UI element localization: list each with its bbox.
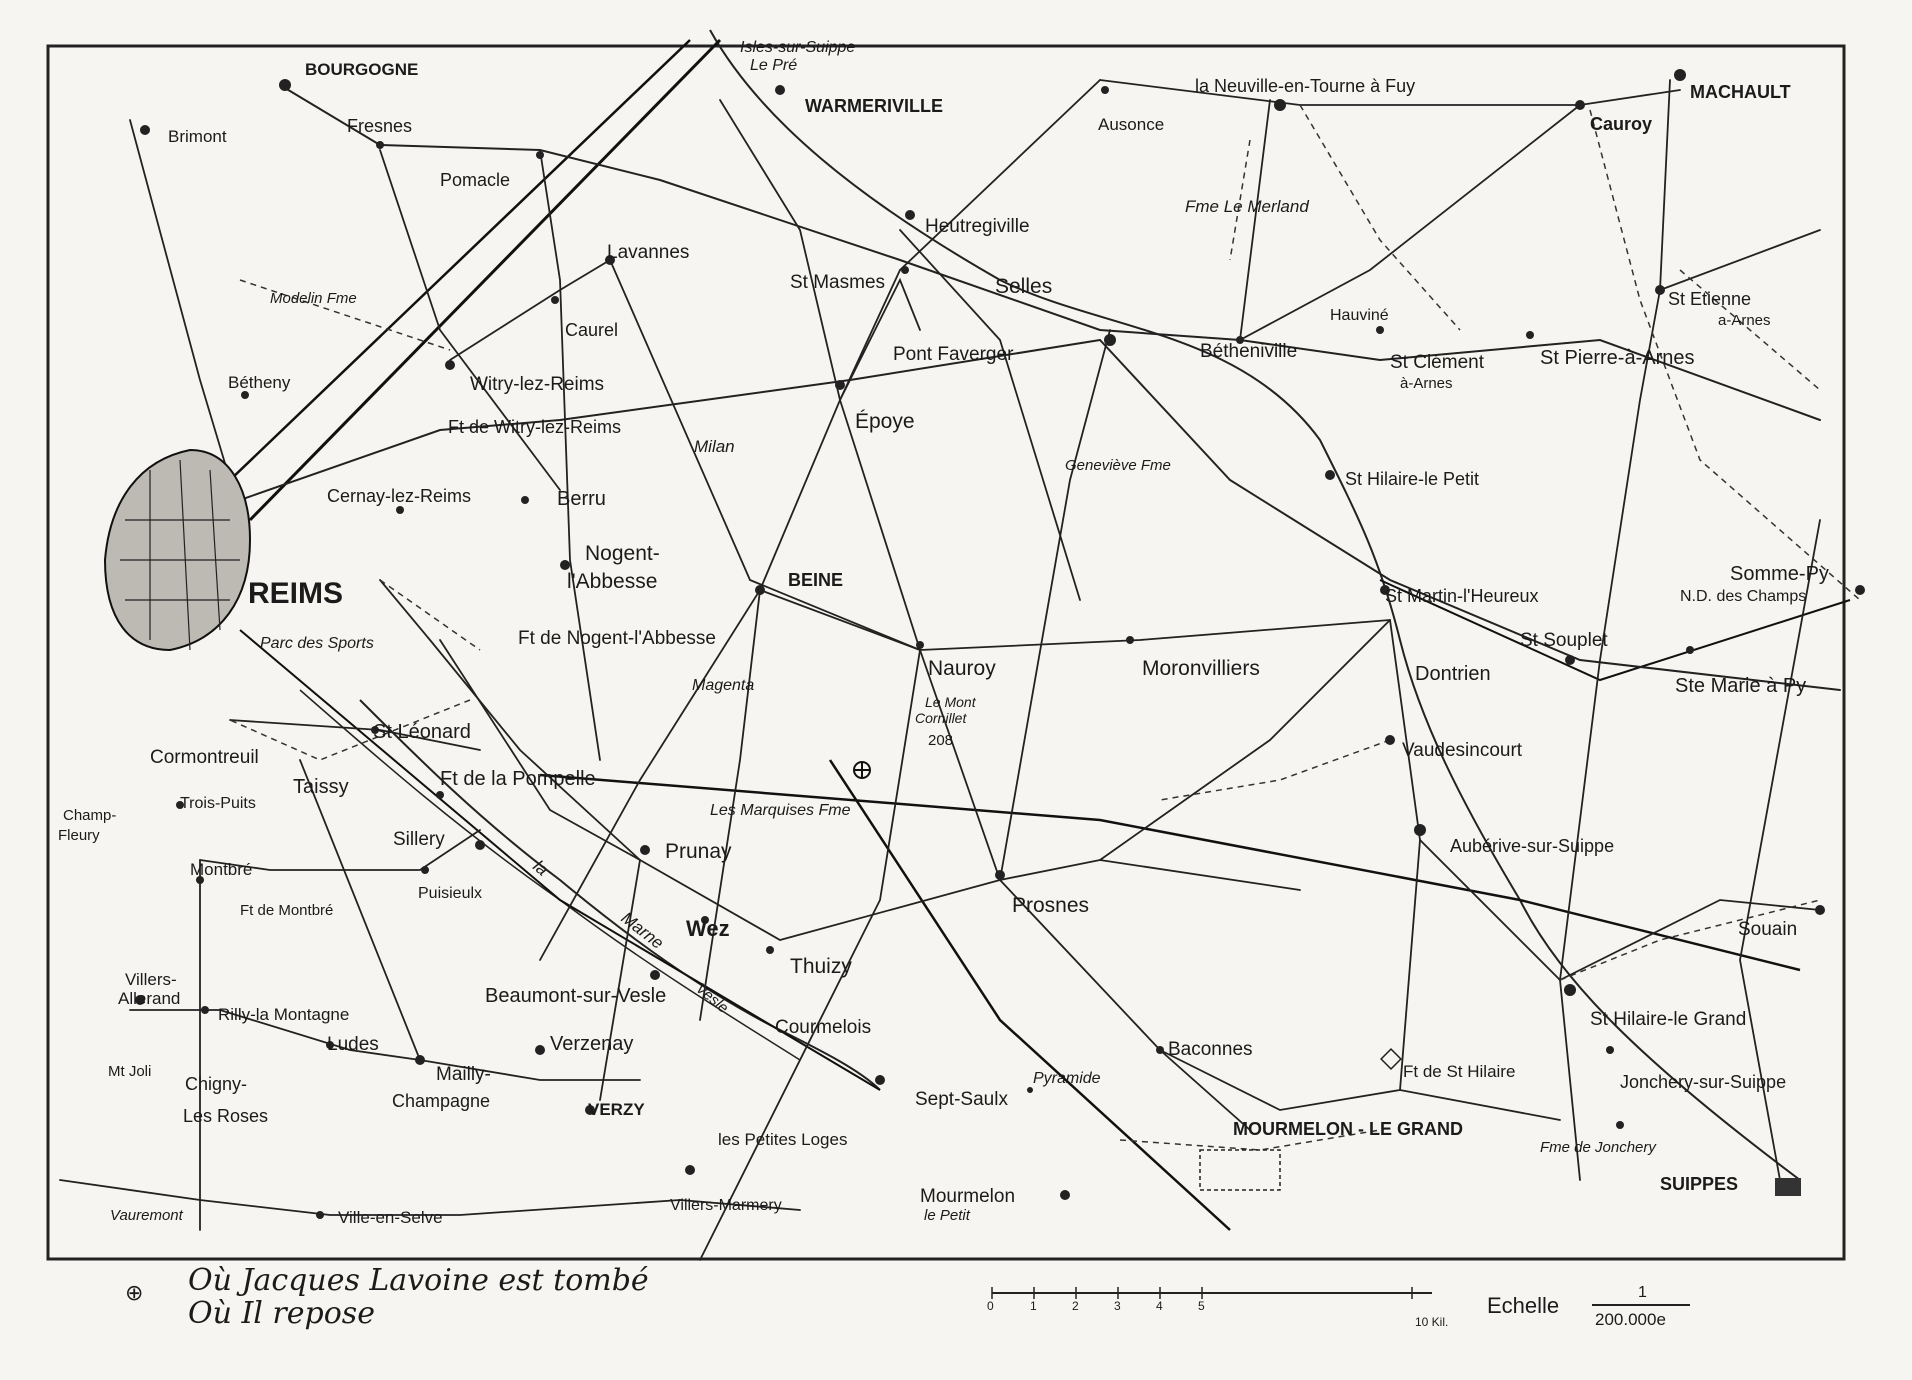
label-machault: MACHAULT <box>1690 82 1791 102</box>
label-baconnes: Baconnes <box>1168 1039 1253 1060</box>
railway-4 <box>830 760 1230 1230</box>
label-mt-joli: Mt Joli <box>108 1063 152 1080</box>
label-mont-cornillet-3: 208 <box>928 732 954 749</box>
label-vesle: Vesle <box>692 980 732 1017</box>
label-nogent: Nogent- <box>585 542 660 565</box>
label-witry: Witry-lez-Reims <box>470 374 605 395</box>
label-berru: Berru <box>557 488 606 510</box>
label-ft-nogent: Ft de Nogent-l'Abbesse <box>518 628 716 649</box>
label-ft-st-hilaire: Ft de St Hilaire <box>1403 1062 1516 1081</box>
label-st-hilaire-grand: St Hilaire-le Grand <box>1590 1009 1747 1030</box>
label-cernay: Cernay-lez-Reims <box>327 486 472 506</box>
label-mailly-2: Champagne <box>392 1091 491 1111</box>
label-verzenay: Verzenay <box>550 1033 634 1055</box>
label-st-clement-2: à-Arnes <box>1400 375 1453 392</box>
label-sillery: Sillery <box>393 829 445 850</box>
map-legend <box>125 1263 649 1331</box>
label-chigny-2: Les Roses <box>183 1106 269 1126</box>
scale-label: Echelle <box>1487 1293 1560 1318</box>
label-thuizy: Thuizy <box>790 955 852 978</box>
scale-tick-3: 3 <box>1114 1299 1121 1313</box>
label-betheny: Bétheny <box>228 373 291 392</box>
scale-denominator: 200.000e <box>1595 1310 1666 1329</box>
label-suippes: SUIPPES <box>1660 1174 1739 1194</box>
label-champ-fleury: Champ- <box>63 807 117 824</box>
label-petites-loges: les Petites Loges <box>718 1130 848 1149</box>
label-mourmelon-petit-2: le Petit <box>924 1207 970 1224</box>
label-st-hilaire-petit: St Hilaire-le Petit <box>1345 469 1480 489</box>
label-ft-witry: Ft de Witry-lez-Reims <box>448 417 622 437</box>
label-mailly: Mailly- <box>436 1064 491 1085</box>
legend-line-1: Où Jacques Lavoine est tombé <box>188 1263 649 1298</box>
label-ausonce: Ausonce <box>1098 115 1165 134</box>
label-modelin: Modelin Fme <box>270 290 357 307</box>
scale-numerator: 1 <box>1638 1284 1647 1301</box>
label-magenta: Magenta <box>692 677 755 694</box>
label-epoye: Époye <box>855 410 915 433</box>
label-puisieulx: Puisieulx <box>418 885 483 902</box>
label-la-marne: la <box>529 856 552 880</box>
legend-symbol: ⊕ <box>125 1281 144 1306</box>
label-lavannes: Lavannes <box>607 242 690 263</box>
label-villers-marmery: Villers-Marmery <box>670 1197 782 1214</box>
label-betheniville: Bétheniville <box>1200 341 1298 362</box>
label-pyramide: Pyramide <box>1033 1070 1101 1087</box>
label-parc-sports: Parc des Sports <box>260 635 374 652</box>
label-cauroy: Cauroy <box>1590 114 1653 134</box>
label-taissy: Taissy <box>293 776 349 798</box>
label-vaudesincourt: Vaudesincourt <box>1402 740 1523 761</box>
label-auberive: Aubérive-sur-Suippe <box>1450 836 1615 856</box>
label-mourmelon-grand: MOURMELON - LE GRAND <box>1233 1119 1463 1139</box>
ft-st-hilaire-mark <box>1381 1049 1401 1069</box>
label-bourgogne: BOURGOGNE <box>305 60 419 79</box>
label-st-martin: St Martin-l'Heureux <box>1385 586 1539 606</box>
label-warmeriville: WARMERIVILLE <box>805 96 943 116</box>
label-fme-jonchery: Fme de Jonchery <box>1540 1139 1656 1156</box>
label-cormontreuil: Cormontreuil <box>150 747 259 768</box>
label-mont-cornillet: Le Mont <box>925 694 976 710</box>
label-moronvilliers: Moronvilliers <box>1142 657 1260 680</box>
scale-tick-2: 2 <box>1072 1299 1079 1313</box>
label-st-pierre: St Pierre-à-Arnes <box>1540 347 1695 369</box>
label-caurel: Caurel <box>565 320 619 340</box>
label-dontrien: Dontrien <box>1415 663 1491 685</box>
scale-tick-1: 1 <box>1030 1299 1037 1313</box>
label-heutregiville: Heutregiville <box>925 216 1030 237</box>
label-wez: Wez <box>686 916 730 941</box>
legend-line-2: Où Il repose <box>188 1296 375 1331</box>
label-st-etienne: St Etienne <box>1668 289 1752 309</box>
label-nogent-2: l'Abbesse <box>567 570 658 593</box>
place-labels <box>58 39 1829 1227</box>
label-souain: Souain <box>1738 919 1798 940</box>
label-vauremont: Vauremont <box>110 1207 183 1224</box>
railway-1 <box>250 40 720 520</box>
label-hauvine: Hauviné <box>1330 307 1389 324</box>
label-st-clement: St Clément <box>1390 352 1484 373</box>
label-nd-champs: N.D. des Champs <box>1680 588 1807 605</box>
label-marne: Marne <box>617 908 668 953</box>
label-ville-en-selve: Ville-en-Selve <box>338 1208 443 1227</box>
label-champ-fleury-2: Fleury <box>58 827 100 844</box>
scale-tick-5: 5 <box>1198 1299 1205 1313</box>
reims-city <box>105 450 250 650</box>
label-fresnes: Fresnes <box>347 116 413 136</box>
label-selles: Selles <box>995 275 1053 298</box>
label-genevieve: Geneviève Fme <box>1065 457 1171 474</box>
scale-tick-4: 4 <box>1156 1299 1163 1313</box>
label-beaumont: Beaumont-sur-Vesle <box>485 985 667 1007</box>
label-mourmelon-petit: Mourmelon <box>920 1186 1016 1207</box>
label-verzy: VERZY <box>588 1100 645 1119</box>
label-marquises: Les Marquises Fme <box>710 802 851 819</box>
label-milan: Milan <box>694 437 735 456</box>
label-courmelois: Courmelois <box>775 1017 872 1038</box>
label-jonchery: Jonchery-sur-Suippe <box>1620 1072 1787 1092</box>
label-villers-allerand: Villers- <box>125 970 177 989</box>
label-montbre: Montbré <box>190 860 253 879</box>
label-pomacle: Pomacle <box>440 170 511 190</box>
label-st-souplet: St Souplet <box>1520 630 1608 651</box>
label-nauroy: Nauroy <box>928 657 996 680</box>
scale-bar <box>987 1284 1690 1329</box>
label-sept-saulx: Sept-Saulx <box>915 1089 1008 1110</box>
label-le-pre: Le Pré <box>750 57 798 74</box>
scale-tick-10: 10 Kil. <box>1415 1315 1449 1329</box>
suippes-town <box>1775 1178 1801 1196</box>
label-ste-marie: Ste Marie à Py <box>1675 675 1807 697</box>
label-pont-faverger: Pont Faverger <box>893 344 1014 365</box>
label-ft-montbre: Ft de Montbré <box>240 902 334 919</box>
label-merland: Fme Le Merland <box>1185 197 1309 216</box>
label-ft-pompelle: Ft de la Pompelle <box>440 768 596 790</box>
label-st-masmes: St Masmes <box>790 272 886 293</box>
label-prunay: Prunay <box>665 840 732 863</box>
label-villers-allerand-2: Allerand <box>118 989 181 1008</box>
label-isles: Isles-sur-Suippe <box>740 39 856 56</box>
mourmelon-camp <box>1200 1150 1280 1190</box>
label-rilly: Rilly-la Montagne <box>218 1005 350 1024</box>
label-ludes: Ludes <box>327 1034 379 1055</box>
label-neuville: la Neuville-en-Tourne à Fuy <box>1195 76 1416 96</box>
label-beine: BEINE <box>788 570 844 590</box>
label-st-leonard: St Léonard <box>373 721 471 743</box>
label-somme-py: Somme-Py <box>1730 563 1829 585</box>
label-st-etienne-2: a-Arnes <box>1718 312 1771 329</box>
scale-tick-0: 0 <box>987 1299 994 1313</box>
label-mont-cornillet-2: Cornillet <box>915 710 967 726</box>
label-prosnes: Prosnes <box>1012 894 1090 917</box>
label-brimont: Brimont <box>168 127 227 146</box>
label-trois-puits: Trois-Puits <box>180 795 256 812</box>
label-reims: REIMS <box>248 577 344 610</box>
label-chigny: Chigny- <box>185 1074 248 1094</box>
